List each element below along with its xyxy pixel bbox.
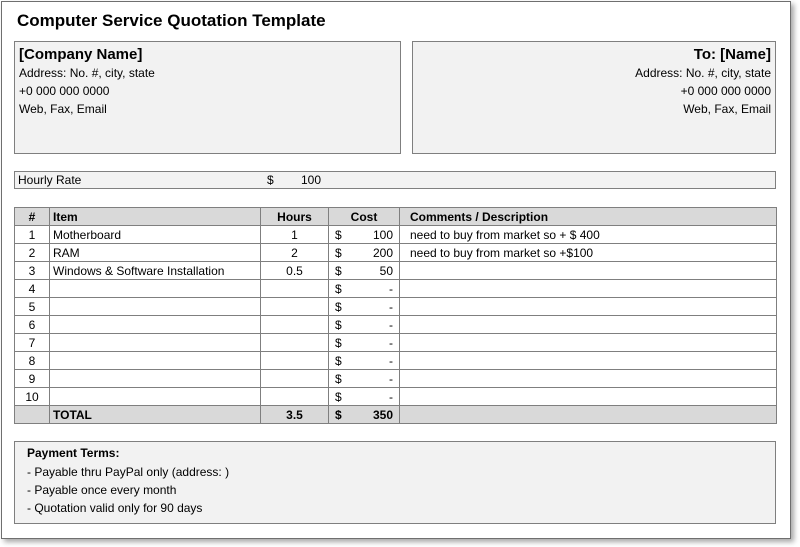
row-hours[interactable]: 2 xyxy=(261,244,329,262)
table-row xyxy=(15,316,777,334)
row-currency: $ xyxy=(335,246,342,260)
total-amount: 350 xyxy=(372,408,393,422)
row-comments[interactable] xyxy=(400,370,777,388)
table-row xyxy=(15,370,777,388)
row-cost[interactable] xyxy=(329,388,400,406)
recipient-phone[interactable]: +0 000 000 0000 xyxy=(680,84,771,98)
table-header-row xyxy=(15,208,777,226)
company-address[interactable]: Address: No. #, city, state xyxy=(19,66,155,80)
row-item[interactable] xyxy=(50,298,261,316)
table-row xyxy=(15,298,777,316)
row-cost[interactable] xyxy=(329,244,400,262)
row-hours[interactable] xyxy=(261,280,329,298)
row-currency: $ xyxy=(335,390,342,404)
row-comments[interactable] xyxy=(400,280,777,298)
payment-terms-box xyxy=(14,441,776,524)
row-num: 6 xyxy=(15,316,50,334)
row-currency: $ xyxy=(335,372,342,386)
row-item[interactable]: RAM xyxy=(50,244,261,262)
row-hours[interactable] xyxy=(261,370,329,388)
row-item[interactable] xyxy=(50,316,261,334)
row-hours[interactable]: 1 xyxy=(261,226,329,244)
header-item: Item xyxy=(50,208,261,226)
row-currency: $ xyxy=(335,336,342,350)
hourly-rate-currency: $ xyxy=(267,173,274,187)
row-cost[interactable] xyxy=(329,298,400,316)
total-comments xyxy=(400,406,777,424)
row-item[interactable] xyxy=(50,388,261,406)
quotation-table xyxy=(14,207,777,424)
recipient-name[interactable]: To: [Name] xyxy=(693,46,771,63)
row-item[interactable] xyxy=(50,280,261,298)
row-cost[interactable] xyxy=(329,226,400,244)
row-amount: - xyxy=(389,336,393,350)
row-hours[interactable] xyxy=(261,316,329,334)
table-row xyxy=(15,334,777,352)
row-comments[interactable]: need to buy from market so + $ 400 xyxy=(400,226,777,244)
row-num: 4 xyxy=(15,280,50,298)
total-cost xyxy=(329,406,400,424)
row-amount: - xyxy=(389,300,393,314)
row-amount: - xyxy=(389,354,393,368)
payment-term-item[interactable]: - Quotation valid only for 90 days xyxy=(27,501,203,515)
from-company-box xyxy=(14,41,401,154)
row-item[interactable] xyxy=(50,334,261,352)
payment-terms-heading: Payment Terms: xyxy=(27,446,120,460)
row-amount: - xyxy=(389,372,393,386)
company-name[interactable]: [Company Name] xyxy=(19,46,143,63)
header-cost: Cost xyxy=(329,208,400,226)
total-hours: 3.5 xyxy=(261,406,329,424)
row-hours[interactable] xyxy=(261,298,329,316)
row-comments[interactable] xyxy=(400,334,777,352)
header-comments: Comments / Description xyxy=(400,208,777,226)
row-cost[interactable] xyxy=(329,334,400,352)
row-num: 8 xyxy=(15,352,50,370)
row-amount: 50 xyxy=(379,264,393,278)
row-currency: $ xyxy=(335,228,342,242)
company-contact[interactable]: Web, Fax, Email xyxy=(19,102,107,116)
to-recipient-box xyxy=(412,41,776,154)
row-item[interactable] xyxy=(50,370,261,388)
row-cost[interactable] xyxy=(329,352,400,370)
table-row xyxy=(15,262,777,280)
row-comments[interactable] xyxy=(400,316,777,334)
row-num: 7 xyxy=(15,334,50,352)
row-item[interactable]: Motherboard xyxy=(50,226,261,244)
total-blank xyxy=(15,406,50,424)
row-amount: - xyxy=(389,318,393,332)
table-row xyxy=(15,388,777,406)
row-comments[interactable] xyxy=(400,262,777,280)
row-comments[interactable] xyxy=(400,298,777,316)
table-row xyxy=(15,352,777,370)
row-cost[interactable] xyxy=(329,316,400,334)
table-row xyxy=(15,226,777,244)
row-amount: - xyxy=(389,282,393,296)
row-comments[interactable] xyxy=(400,388,777,406)
header-hours: Hours xyxy=(261,208,329,226)
company-phone[interactable]: +0 000 000 0000 xyxy=(19,84,110,98)
hourly-rate-value[interactable]: 100 xyxy=(301,173,322,187)
header-num: # xyxy=(15,208,50,226)
row-comments[interactable] xyxy=(400,352,777,370)
row-item[interactable] xyxy=(50,352,261,370)
total-label: TOTAL xyxy=(50,406,261,424)
total-row xyxy=(15,406,777,424)
row-num: 10 xyxy=(15,388,50,406)
row-cost[interactable] xyxy=(329,370,400,388)
document-title: Computer Service Quotation Template xyxy=(17,11,326,30)
row-cost[interactable] xyxy=(329,280,400,298)
table-row xyxy=(15,280,777,298)
row-num: 1 xyxy=(15,226,50,244)
row-currency: $ xyxy=(335,282,342,296)
row-num: 9 xyxy=(15,370,50,388)
row-comments[interactable]: need to buy from market so +$100 xyxy=(400,244,777,262)
row-amount: - xyxy=(389,390,393,404)
row-num: 3 xyxy=(15,262,50,280)
row-currency: $ xyxy=(335,300,342,314)
row-currency: $ xyxy=(335,318,342,332)
table-row xyxy=(15,244,777,262)
row-currency: $ xyxy=(335,264,342,278)
row-amount: 200 xyxy=(372,246,393,260)
row-currency: $ xyxy=(335,354,342,368)
hourly-rate-label: Hourly Rate xyxy=(18,173,82,187)
row-hours[interactable]: 0.5 xyxy=(261,262,329,280)
row-hours[interactable] xyxy=(261,352,329,370)
recipient-contact[interactable]: Web, Fax, Email xyxy=(683,102,771,116)
row-num: 5 xyxy=(15,298,50,316)
row-hours[interactable] xyxy=(261,388,329,406)
payment-term-item[interactable]: - Payable thru PayPal only (address: ) xyxy=(27,465,230,479)
row-cost[interactable] xyxy=(329,262,400,280)
row-num: 2 xyxy=(15,244,50,262)
payment-term-item[interactable]: - Payable once every month xyxy=(27,483,177,497)
total-currency: $ xyxy=(335,408,342,422)
row-amount: 100 xyxy=(372,228,393,242)
row-hours[interactable] xyxy=(261,334,329,352)
hourly-rate-row xyxy=(14,171,776,189)
recipient-address[interactable]: Address: No. #, city, state xyxy=(635,66,771,80)
row-item[interactable]: Windows & Software Installation xyxy=(50,262,261,280)
